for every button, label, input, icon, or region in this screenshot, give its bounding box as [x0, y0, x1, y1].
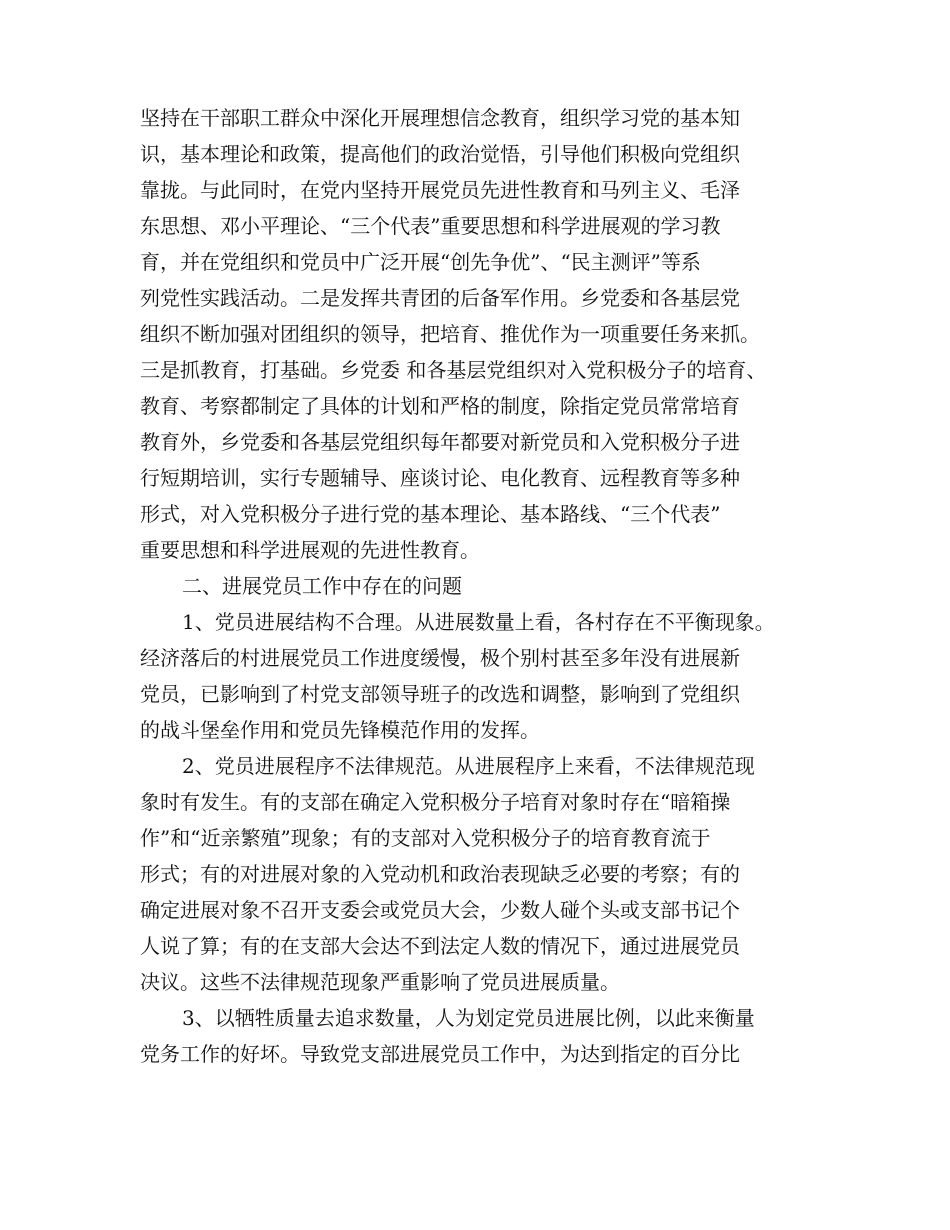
text-line: 形式；有的对进展对象的入党动机和政治表现缺乏必要的考察；有的	[140, 862, 740, 886]
text-line: 重要思想和科学进展观的先进性教育。	[140, 538, 480, 562]
text-line: 教育、考察都制定了具体的计划和严格的制度，除指定党员常常培育	[140, 394, 740, 418]
text-line: 的战斗堡垒作用和党员先锋模范作用的发挥。	[140, 718, 540, 742]
text-line: 2、党员进展程序不法律规范。从进展程序上来看，不法律规范现	[182, 754, 755, 778]
text-line: 列党性实践活动。二是发挥共青团的后备军作用。乡党委和各基层党	[140, 286, 740, 310]
document-body	[140, 100, 830, 1072]
text-line: 三是抓教育，打基础。乡党委 和各基层党组织对入党积极分子的培育、	[140, 358, 767, 382]
text-line: 3、以牺牲质量去追求数量，人为划定党员进展比例，以此来衡量	[182, 1006, 755, 1030]
text-line: 党员，已影响到了村党支部领导班子的改选和调整，影响到了党组织	[140, 682, 740, 706]
text-line: 形式，对入党积极分子进行党的基本理论、基本路线、“三个代表”	[140, 502, 721, 526]
text-line: 经济落后的村进展党员工作进度缓慢，极个别村甚至多年没有进展新	[140, 646, 740, 670]
text-line: 确定进展对象不召开支委会或党员大会，少数人碰个头或支部书记个	[140, 898, 740, 922]
text-line: 识，基本理论和政策，提高他们的政治觉悟，引导他们积极向党组织	[140, 142, 740, 166]
text-line: 象时有发生。有的支部在确定入党积极分子培育对象时存在“暗箱操	[140, 790, 731, 814]
text-line: 育，并在党组织和党员中广泛开展“创先争优”、“民主测评”等系	[140, 250, 701, 274]
text-line: 人说了算；有的在支部大会达不到法定人数的情况下，通过进展党员	[140, 934, 740, 958]
text-line: 二、进展党员工作中存在的问题	[182, 574, 462, 598]
text-line: 东思想、邓小平理论、“三个代表”重要思想和科学进展观的学习教	[140, 214, 721, 238]
text-line: 作”和“近亲繁殖”现象；有的支部对入党积极分子的培育教育流于	[140, 826, 711, 850]
text-line: 行短期培训，实行专题辅导、座谈讨论、电化教育、远程教育等多种	[140, 466, 740, 490]
text-line: 坚持在干部职工群众中深化开展理想信念教育，组织学习党的基本知	[140, 106, 740, 130]
text-line: 决议。这些不法律规范现象严重影响了党员进展质量。	[140, 970, 620, 994]
text-line: 党务工作的好坏。导致党支部进展党员工作中，为达到指定的百分比	[140, 1042, 740, 1066]
text-line: 教育外，乡党委和各基层党组织每年都要对新党员和入党积极分子进	[140, 430, 740, 454]
text-line: 1、党员进展结构不合理。从进展数量上看，各村存在不平衡现象。	[182, 610, 775, 634]
text-line: 靠拢。与此同时，在党内坚持开展党员先进性教育和马列主义、毛泽	[140, 178, 740, 202]
text-line: 组织不断加强对团组织的领导，把培育、推优作为一项重要任务来抓。	[140, 322, 760, 346]
